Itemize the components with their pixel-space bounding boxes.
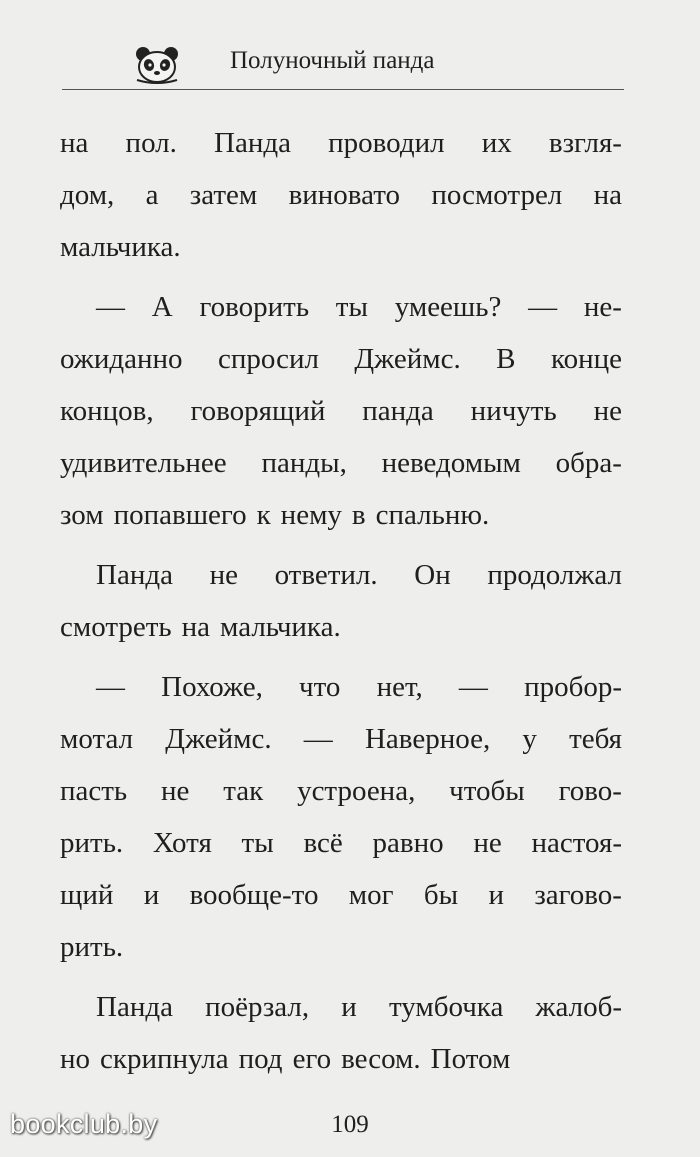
word: и bbox=[488, 879, 504, 911]
word: виновато bbox=[288, 179, 401, 211]
word: гово- bbox=[558, 775, 622, 807]
word: скрипнула bbox=[100, 1043, 229, 1075]
text-line bbox=[60, 661, 622, 713]
word: не bbox=[209, 559, 238, 591]
word: обра- bbox=[555, 447, 622, 479]
word: — bbox=[96, 291, 125, 323]
text-line bbox=[60, 437, 622, 489]
word: посмотрел bbox=[431, 179, 563, 211]
word: Джеймс. bbox=[354, 343, 461, 375]
word: проводил bbox=[328, 127, 445, 159]
word: спальню. bbox=[375, 499, 490, 531]
word: мотал bbox=[60, 723, 134, 755]
word: панда bbox=[362, 395, 434, 427]
word: тумбочка bbox=[388, 991, 504, 1023]
text-line bbox=[60, 765, 622, 817]
word: и bbox=[143, 879, 160, 911]
word: бы bbox=[423, 879, 459, 911]
word: мальчика. bbox=[60, 231, 181, 263]
word: взгля- bbox=[548, 127, 622, 159]
word: у bbox=[522, 723, 537, 755]
running-header bbox=[62, 40, 624, 88]
word: поёрзал, bbox=[205, 991, 310, 1023]
word: В bbox=[496, 343, 516, 375]
word: на bbox=[60, 127, 89, 159]
word: попавшего bbox=[113, 499, 247, 531]
text-line bbox=[60, 817, 622, 869]
word: не bbox=[161, 775, 190, 807]
text-line bbox=[60, 333, 622, 385]
word: умеешь? bbox=[394, 291, 502, 323]
text-line bbox=[60, 869, 622, 921]
word: так bbox=[223, 775, 264, 807]
word: говорящий bbox=[190, 395, 326, 427]
word: мог bbox=[348, 879, 394, 911]
word: нему bbox=[280, 499, 342, 531]
word: — bbox=[96, 671, 125, 703]
text-line bbox=[60, 117, 622, 169]
word: в bbox=[351, 499, 366, 531]
word: жалоб- bbox=[535, 991, 622, 1023]
word: ты bbox=[335, 291, 368, 323]
word: под bbox=[238, 1043, 283, 1075]
word: продолжал bbox=[487, 559, 622, 591]
word: рить. bbox=[60, 931, 124, 963]
word: к bbox=[256, 499, 271, 531]
text-line bbox=[60, 601, 622, 653]
text-line bbox=[60, 489, 622, 541]
word: Джеймс. bbox=[165, 723, 272, 755]
word: щий bbox=[60, 879, 114, 911]
word: равно bbox=[372, 827, 444, 859]
word: Потом bbox=[430, 1043, 511, 1075]
text-line bbox=[60, 385, 622, 437]
word: говорить bbox=[199, 291, 310, 323]
word: не bbox=[593, 395, 622, 427]
panda-head-icon bbox=[134, 46, 180, 84]
text-line bbox=[60, 169, 622, 221]
word: всё bbox=[303, 827, 343, 859]
word: удивительнее bbox=[60, 447, 227, 479]
text-line bbox=[60, 549, 622, 601]
word: смотреть bbox=[60, 611, 172, 643]
word: пасть bbox=[60, 775, 128, 807]
word: — bbox=[458, 671, 488, 703]
word: конце bbox=[550, 343, 622, 375]
word: пробор- bbox=[524, 671, 622, 703]
text-line bbox=[60, 221, 622, 273]
word: Хотя bbox=[152, 827, 212, 859]
header-divider bbox=[62, 89, 624, 90]
word: их bbox=[481, 127, 512, 159]
word: и bbox=[341, 991, 357, 1023]
word: не- bbox=[583, 291, 622, 323]
word: зом bbox=[60, 499, 104, 531]
word: тебя bbox=[569, 723, 622, 755]
watermark: bookclub.by bbox=[10, 1109, 158, 1139]
word: что bbox=[299, 671, 341, 703]
text-line bbox=[60, 981, 622, 1033]
word: пол. bbox=[125, 127, 177, 159]
word: Панда bbox=[96, 991, 173, 1023]
body-text bbox=[60, 117, 622, 1085]
word: спросил bbox=[217, 343, 319, 375]
word: — bbox=[303, 723, 333, 755]
word: ничуть bbox=[470, 395, 557, 427]
word: ответил. bbox=[274, 559, 378, 591]
word: неведомым bbox=[381, 447, 521, 479]
word: его bbox=[292, 1043, 332, 1075]
word: чтобы bbox=[449, 775, 525, 807]
word: концов, bbox=[60, 395, 154, 427]
word: мальчика. bbox=[220, 611, 341, 643]
word: весом. bbox=[341, 1043, 421, 1075]
text-line bbox=[60, 281, 622, 333]
text-line bbox=[60, 713, 622, 765]
word: панды, bbox=[261, 447, 347, 479]
word: затем bbox=[189, 179, 258, 211]
word: ожиданно bbox=[60, 343, 183, 375]
word: Он bbox=[414, 559, 451, 591]
text-line bbox=[60, 921, 622, 973]
word: ты bbox=[241, 827, 274, 859]
word: — bbox=[528, 291, 558, 323]
word: но bbox=[60, 1043, 91, 1075]
word: Панда bbox=[214, 127, 292, 159]
word: на bbox=[593, 179, 622, 211]
page-number: 109 bbox=[331, 1111, 369, 1138]
word: дом, bbox=[60, 179, 115, 211]
word: Наверное, bbox=[364, 723, 491, 755]
word: настоя- bbox=[531, 827, 622, 859]
word: вообще-то bbox=[189, 879, 319, 911]
word: нет, bbox=[376, 671, 423, 703]
word: не bbox=[473, 827, 502, 859]
word: рить. bbox=[60, 827, 124, 859]
word: Похоже, bbox=[161, 671, 263, 703]
text-line bbox=[60, 1033, 622, 1085]
word: загово- bbox=[534, 879, 622, 911]
word: А bbox=[151, 291, 173, 323]
running-title: Полуночный панда bbox=[230, 47, 435, 74]
word: устроена, bbox=[297, 775, 416, 807]
word: а bbox=[145, 179, 159, 211]
word: на bbox=[181, 611, 211, 643]
word: Панда bbox=[96, 559, 173, 591]
